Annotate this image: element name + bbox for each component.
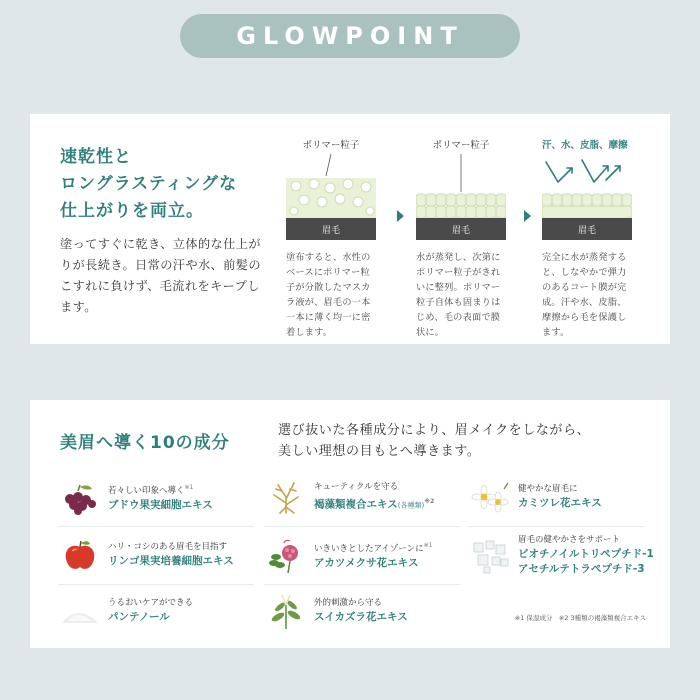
ingredient-honeysuckle: [264, 586, 408, 636]
ingredient-name: ブドウ果実細胞エキス: [108, 498, 213, 511]
ingredient-name: カミツレ花エキス: [518, 497, 602, 509]
seaweed-root-icon: [264, 477, 308, 517]
ingredient-chamomile: [468, 472, 602, 522]
ingredient-sub: 健やかな眉毛に: [518, 484, 578, 494]
headline-line-2: ロングラスティングな: [60, 174, 238, 194]
ingredient-name: アカツメクサ花エキス: [314, 556, 419, 569]
step-1-text: 塗布すると、水性のベースにポリマー粒子が分散したマスカラ液が、眉毛の一本一本に薄く均一に密着します。: [286, 252, 371, 338]
brand-title-pill: [180, 14, 520, 58]
ingredient-name: ビオチノイルトリペプチド-1: [518, 547, 654, 560]
film-step-3: [542, 138, 632, 340]
ingredient-name-note: (各種類): [397, 501, 425, 510]
footnote-mark: ※2: [424, 497, 435, 505]
eyebrow-bar: 眉毛: [416, 218, 506, 240]
footnote: ※1 保湿成分 ※2 3種類の褐藻類複合エキス: [514, 614, 646, 622]
ingredient-sub: 眉毛の健やかさをサポート: [518, 534, 621, 545]
quick-dry-headline: [60, 144, 237, 225]
step-2-label: ポリマー粒子: [432, 140, 490, 151]
divider: [58, 526, 254, 527]
step-2-text: 水が蒸発し、次第にポリマー粒子がきれいに整列。ポリマー粒子自体も固まりはじめ、毛の表面で膜状に。: [416, 252, 501, 338]
ingredient-apple: [58, 530, 234, 580]
step-1-label: ポリマー粒子: [302, 140, 360, 151]
headline-line-1: 速乾性と: [60, 147, 132, 167]
ingredient-sub: 若々しい印象へ導く: [108, 485, 185, 496]
brand-title: GLOWPOINT: [236, 22, 464, 50]
step-3-text: 完全に水が蒸発すると、しなやかで弾力のあるコート膜が完成。汗や水、皮脂、摩擦から毛を保護します。: [542, 252, 627, 338]
lead-line-2: 美しい理想の目もとへ導きます。: [278, 444, 481, 459]
powder-icon: [58, 591, 102, 631]
ingredient-peptides: [468, 530, 654, 580]
ingredient-grape: [58, 472, 213, 522]
divider: [264, 526, 460, 527]
ingredient-name: スイカズラ花エキス: [314, 611, 408, 623]
step-arrow-icon: [397, 210, 404, 222]
headline-line-3: 仕上がりを両立。: [60, 201, 204, 221]
peptide-crystal-icon: [468, 535, 512, 575]
ingredient-seaweed: [264, 472, 434, 522]
divider: [264, 584, 460, 585]
quick-dry-description: 塗ってすぐに乾き、立体的な仕上がりが長続き。日常の汗や水、前髪のこすれに負けず、毛流れをキープします。: [60, 237, 261, 314]
film-step-1: [286, 138, 376, 340]
ingredient-name-2: アセチルテトラペプチド-3: [518, 562, 645, 575]
step-3-label: 汗、水、皮脂、摩擦: [542, 140, 628, 151]
quick-dry-card: [30, 114, 670, 344]
eyebrow-bar: 眉毛: [286, 218, 376, 240]
ingredient-name: 褐藻類複合エキス: [314, 498, 398, 511]
step-1-diagram: [286, 154, 376, 240]
ingredients-lead: [278, 420, 590, 462]
ingredient-sub: 外的刺激から守る: [314, 598, 383, 608]
ingredient-sub: キューティクルを守る: [314, 481, 399, 492]
step-2-diagram: [416, 154, 506, 240]
ingredient-sub: うるおいケアができる: [108, 598, 194, 608]
divider: [58, 584, 254, 585]
ingredient-panthenol: [58, 586, 193, 636]
ingredient-name: リンゴ果実培養細胞エキス: [108, 555, 234, 567]
apple-icon: [58, 535, 102, 575]
step-arrow-icon: [524, 210, 531, 222]
ingredients-title: 美眉へ導く10の成分: [60, 433, 230, 453]
honeysuckle-icon: [264, 591, 308, 631]
chamomile-icon: [468, 477, 512, 517]
ingredient-sub: ハリ・コシのある眉毛を目指す: [108, 542, 228, 552]
footnote-mark: ※1: [423, 542, 433, 550]
ingredient-sub: いきいきとしたアイゾーンに: [314, 543, 424, 554]
step-3-diagram: [542, 154, 632, 240]
divider: [468, 526, 644, 527]
ingredient-red-clover: [264, 530, 432, 580]
grape-icon: [58, 477, 102, 517]
lead-line-1: 選び抜いた各種成分により、眉メイクをしながら、: [278, 423, 591, 438]
eyebrow-bar: 眉毛: [542, 218, 632, 240]
ingredient-name: パンテノール: [108, 611, 170, 623]
film-step-2: [416, 138, 506, 340]
red-clover-icon: [264, 535, 308, 575]
ingredients-card: [30, 400, 670, 648]
footnote-mark: ※1: [184, 484, 194, 492]
